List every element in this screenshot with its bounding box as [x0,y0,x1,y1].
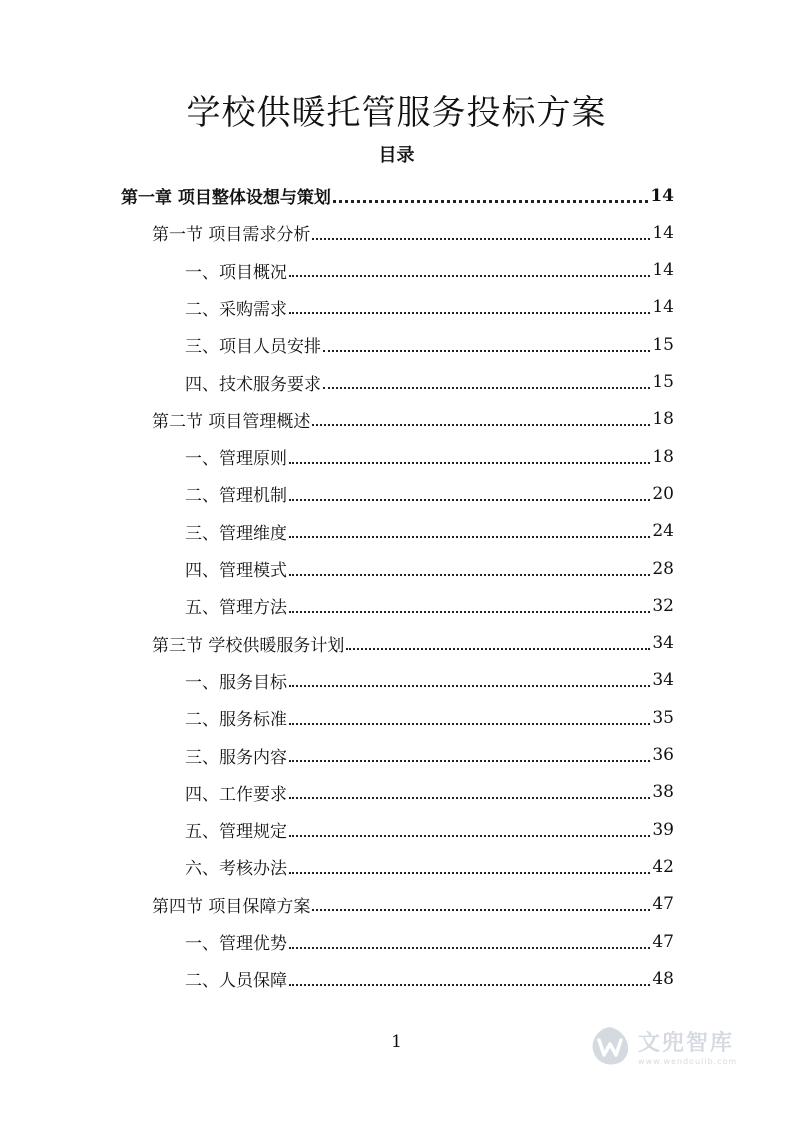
watermark-url: www.wendoulib.com [638,1057,738,1066]
toc-leader-dots [346,648,650,650]
toc-entry-page: 18 [652,446,674,467]
toc-entry-page: 42 [652,856,674,877]
toc-leader-dots [289,462,650,464]
toc-entry-label: 一、管理优势 [185,934,287,954]
toc-entry-label: 二、人员保障 [185,971,287,992]
toc-leader-dots [333,200,648,203]
toc-entry[interactable] [185,550,674,587]
toc-entry-label: 二、服务标准 [185,710,287,731]
toc-leader-dots [323,350,650,352]
toc-entry-label: 第一节 项目需求分析 [152,225,311,246]
toc-entry-page: 14 [652,297,674,318]
toc-leader-dots [323,387,650,389]
toc-entry[interactable] [185,662,674,699]
toc-entry[interactable] [152,401,674,438]
toc-entry-label: 第四节 项目保障方案 [152,896,311,917]
toc-entry-page: 47 [652,894,674,915]
toc-entry-label: 四、工作要求 [185,784,287,805]
toc-entry[interactable] [152,886,674,923]
toc-leader-dots [289,835,650,837]
toc-entry-page: 15 [652,372,674,392]
toc-entry-label: 三、服务内容 [185,747,287,768]
toc-entry-page: 15 [652,334,674,355]
toc-entry-page: 18 [652,409,674,430]
toc-entry-label: 五、管理方法 [185,598,287,619]
toc-heading: 目录 [378,145,415,166]
leaf-w-logo-icon [588,1024,632,1068]
toc-entry-label: 四、管理模式 [185,561,287,581]
toc-entry[interactable] [185,811,674,848]
toc-entry-page: 32 [652,595,674,616]
toc-leader-dots [289,275,650,277]
toc-leader-dots [289,947,650,949]
toc-entry-page: 35 [652,707,674,728]
toc-entry-page: 34 [652,633,674,654]
toc-leader-dots [312,424,650,426]
toc-leader-dots [289,611,650,613]
toc-entry-page: 24 [652,521,674,542]
toc-entry-label: 三、管理维度 [185,523,287,544]
toc-entry-page: 39 [652,819,674,840]
toc-entry-page: 20 [652,483,674,504]
toc-entry-label: 一、管理原则 [185,449,287,470]
toc-entry[interactable] [185,252,674,289]
document-title: 学校供暖托管服务投标方案 [186,93,607,133]
toc-entry-label: 二、采购需求 [185,299,287,320]
toc-entry-page: 48 [652,968,674,989]
toc-entry[interactable] [185,438,674,475]
toc-entry[interactable] [185,848,674,885]
toc-leader-dots [289,723,650,725]
toc-leader-dots [289,574,650,576]
toc-entry-label: 六、考核办法 [185,859,287,880]
toc-entry-label: 二、管理机制 [185,486,287,507]
toc-entry-label: 四、技术服务要求 [185,374,321,395]
toc-entry[interactable] [185,326,674,363]
toc-leader-dots [312,909,650,911]
toc-entry[interactable] [185,364,674,401]
toc-entry[interactable] [185,475,674,512]
toc-leader-dots [289,760,650,762]
toc-entry-page: 38 [652,782,674,803]
toc-entry-page: 14 [650,185,674,206]
toc-entry[interactable] [152,625,674,662]
watermark [588,1018,778,1074]
toc-entry-page: 14 [652,222,674,243]
toc-leader-dots [289,685,650,687]
toc-entry[interactable] [185,587,674,624]
toc-entry-label: 一、服务目标 [185,672,287,693]
toc-leader-dots [312,238,650,240]
toc-leader-dots [289,797,650,799]
toc-entry-label: 五、管理规定 [185,822,287,843]
toc-entry-label: 第三节 学校供暖服务计划 [152,635,345,656]
toc-entry[interactable] [185,774,674,811]
toc-leader-dots [289,499,650,501]
toc-leader-dots [289,312,650,314]
toc-entry[interactable] [185,923,674,960]
toc-entry-label: 第一章 项目整体设想与策划 [121,188,331,208]
toc-entry-page: 34 [652,670,674,691]
toc-leader-dots [289,536,650,538]
toc-entry-label: 三、项目人员安排 [185,337,321,358]
toc-leader-dots [289,872,650,874]
toc-entry[interactable] [185,960,674,997]
page-number: 1 [391,1032,402,1052]
toc-leader-dots [289,984,650,986]
toc-entry-page: 28 [652,558,674,579]
toc-entry-page: 47 [652,931,674,952]
toc-entry[interactable] [185,737,674,774]
toc-entry-page: 36 [652,745,674,765]
toc-entry[interactable] [185,699,674,736]
toc-entry[interactable] [185,513,674,550]
toc-entry-label: 一、项目概况 [185,262,287,283]
toc-entry-label: 第二节 项目管理概述 [152,411,311,432]
toc-entry[interactable] [152,214,674,251]
toc-entry[interactable] [185,289,674,326]
watermark-name: 文兜智库 [638,1031,735,1056]
toc-entry[interactable] [121,177,674,214]
toc-entry-page: 14 [652,260,674,281]
